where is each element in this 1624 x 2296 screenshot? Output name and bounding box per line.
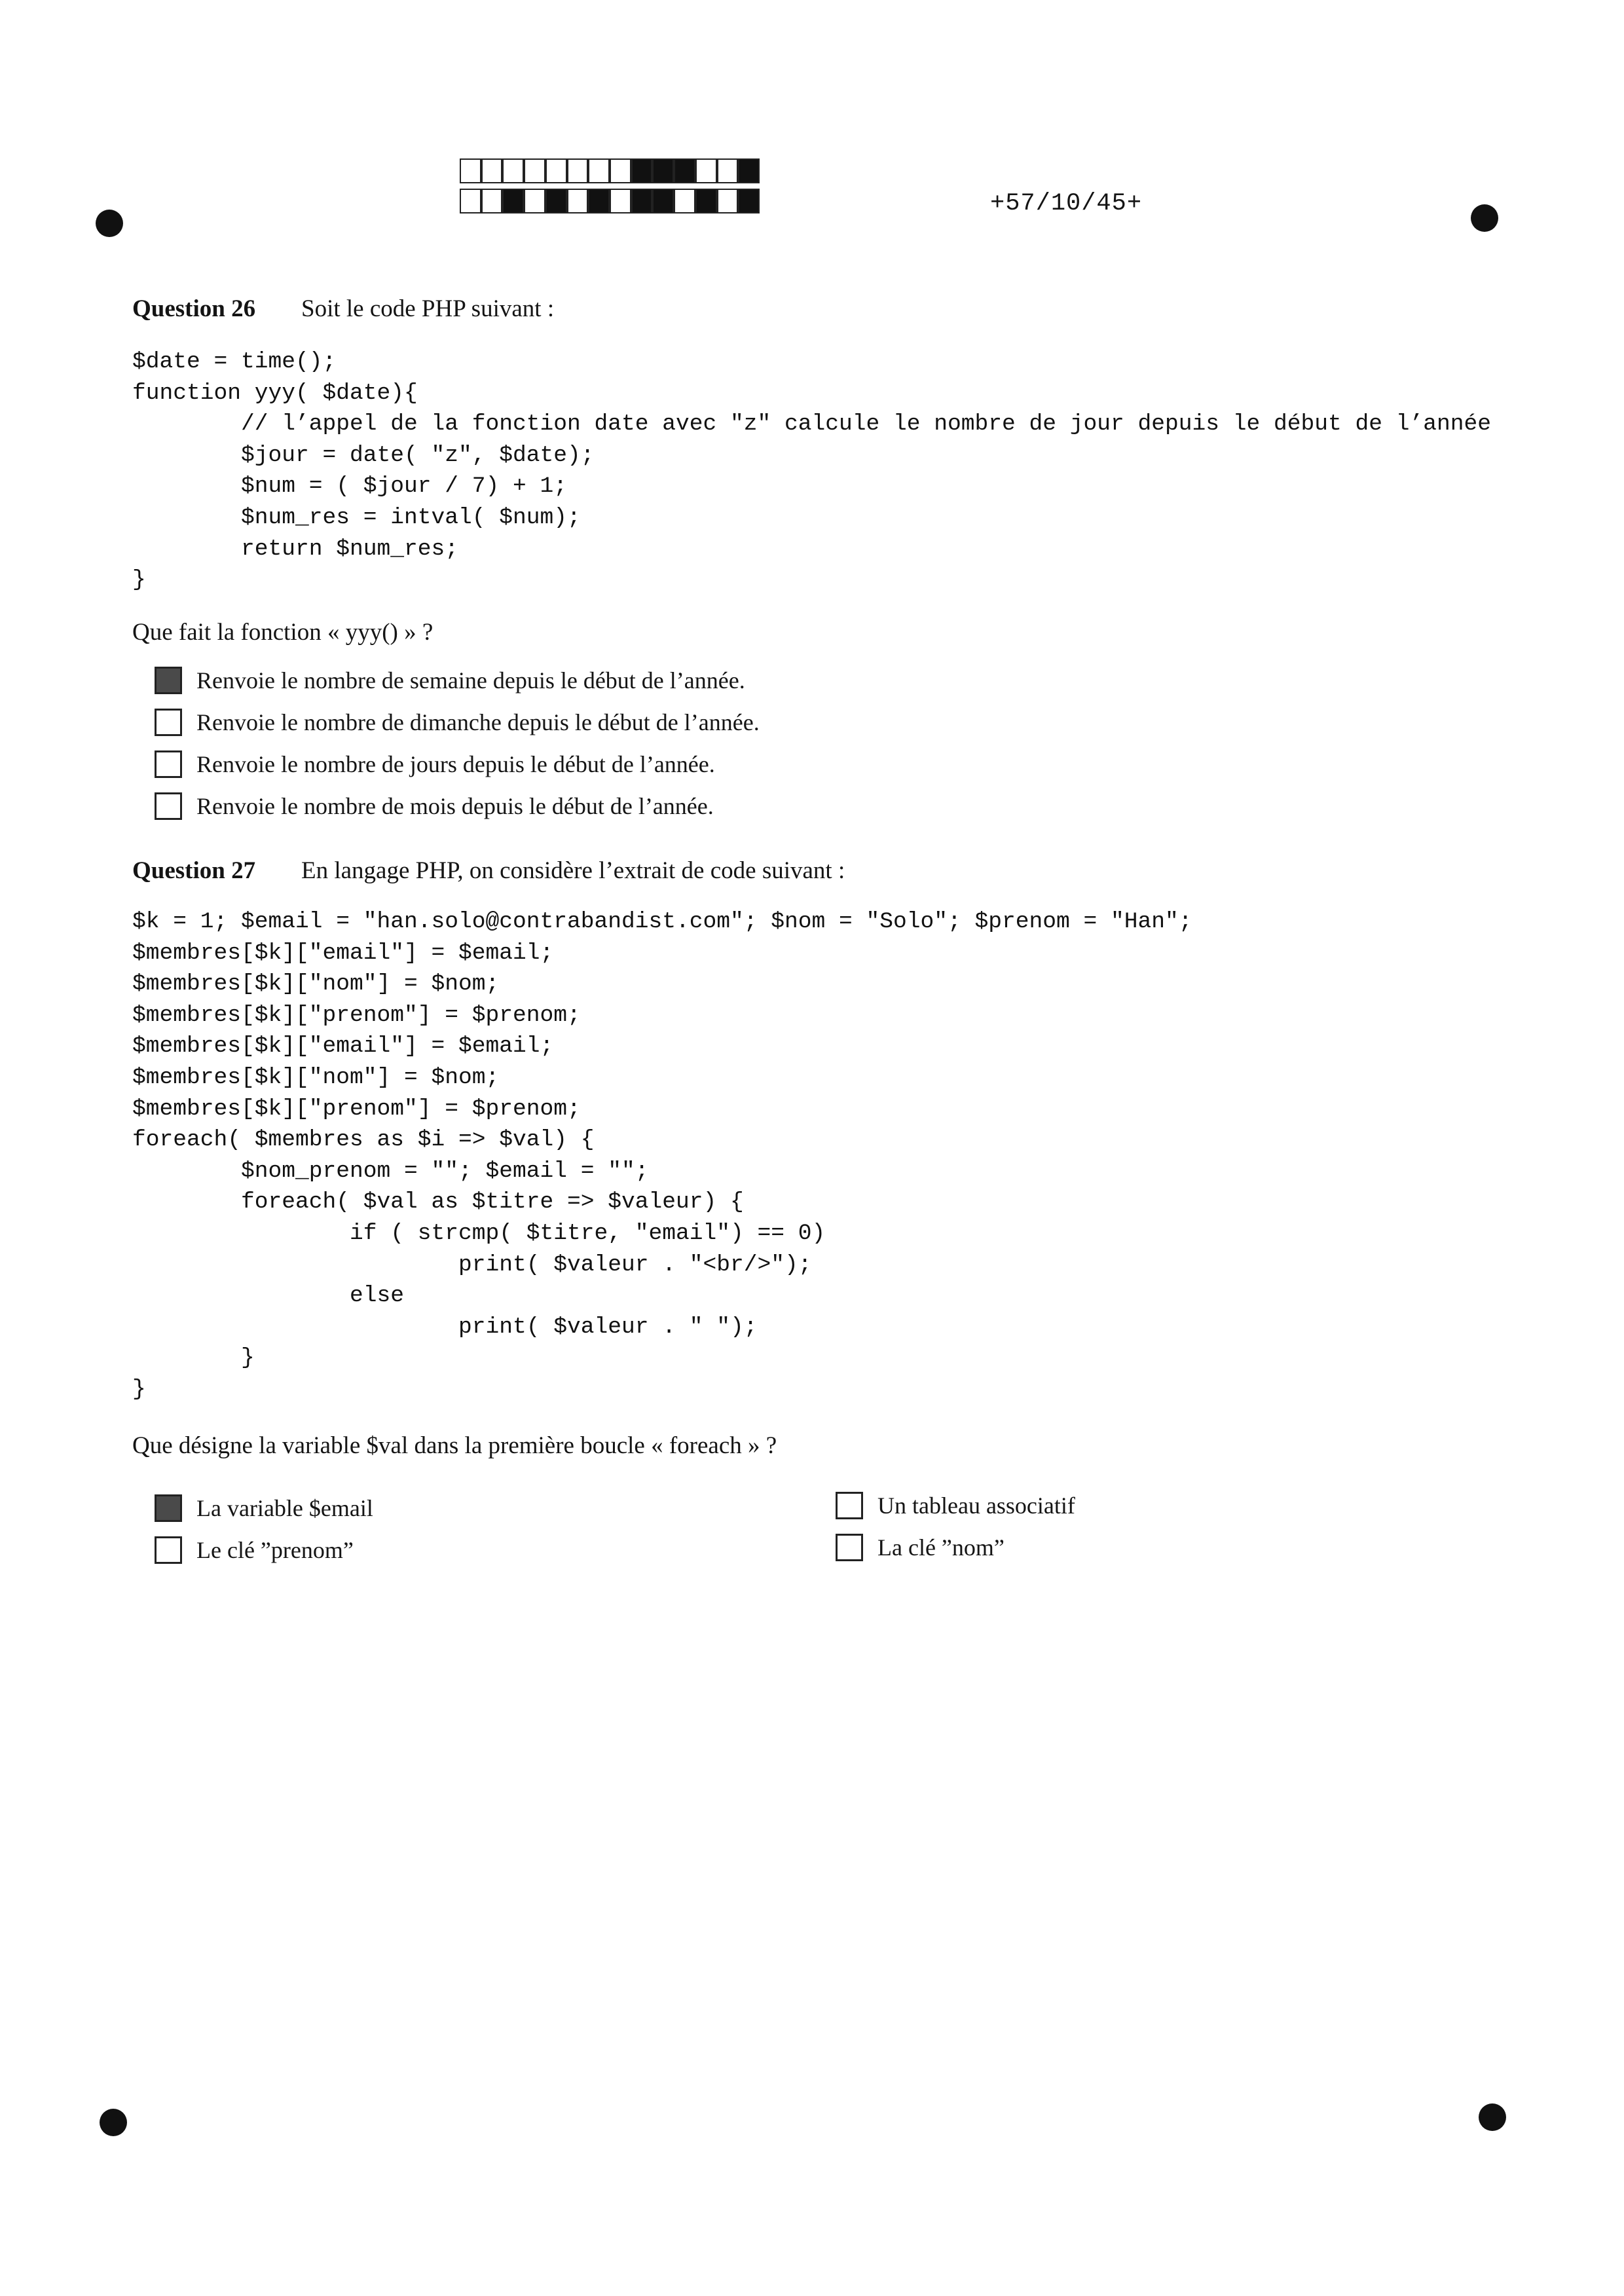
barcode-cell bbox=[674, 158, 695, 183]
choice-label: Renvoie le nombre de semaine depuis le début de l’année. bbox=[196, 667, 745, 694]
choice-label: Un tableau associatif bbox=[877, 1492, 1075, 1519]
checkbox[interactable] bbox=[155, 792, 182, 820]
barcode-cell bbox=[717, 158, 739, 183]
barcode-cell bbox=[460, 189, 481, 213]
question-label: Question 26 bbox=[132, 295, 256, 322]
barcode-row bbox=[460, 189, 760, 213]
barcode-cell bbox=[502, 158, 524, 183]
barcode-cell bbox=[460, 158, 481, 183]
barcode-row bbox=[460, 158, 760, 183]
barcode-cell bbox=[652, 189, 674, 213]
barcode-cell bbox=[674, 189, 695, 213]
q26-choice-3[interactable] bbox=[155, 750, 715, 778]
barcode-cell bbox=[524, 158, 545, 183]
barcode-cell bbox=[717, 189, 739, 213]
q27-choice-2[interactable] bbox=[836, 1492, 1075, 1519]
q27-choice-4[interactable] bbox=[836, 1534, 1005, 1561]
question-26-code: $date = time(); function yyy( $date){ // l’appel de la fonction date avec "z" calcule le nombre de jour depuis le début de l’année $jour = date( "z", $date); $num = ( $jour / 7) + 1; $num_res = intval( $num); return $num_res; } bbox=[132, 349, 1492, 593]
checkbox[interactable] bbox=[155, 709, 182, 736]
choice-label: Renvoie le nombre de jours depuis le début de l’année. bbox=[196, 751, 715, 777]
barcode-cell bbox=[610, 189, 631, 213]
checkbox[interactable] bbox=[836, 1492, 863, 1519]
q27-choice-3[interactable] bbox=[155, 1536, 354, 1564]
choice-label: La variable $email bbox=[196, 1495, 373, 1521]
barcode-cell bbox=[481, 189, 503, 213]
choice-label: Le clé ”prenom” bbox=[196, 1537, 354, 1563]
choice-label: Renvoie le nombre de dimanche depuis le début de l’année. bbox=[196, 709, 760, 735]
checkbox[interactable] bbox=[155, 1536, 182, 1564]
question-26-prompt: Que fait la fonction « yyy() » ? bbox=[132, 619, 434, 646]
barcode-cell bbox=[545, 158, 567, 183]
barcode-cell bbox=[610, 158, 631, 183]
barcode-cell bbox=[652, 158, 674, 183]
question-intro: Soit le code PHP suivant : bbox=[301, 295, 555, 322]
checkbox[interactable] bbox=[155, 750, 182, 778]
question-26-header bbox=[132, 295, 554, 323]
registration-mark-top-right bbox=[1471, 204, 1498, 232]
barcode-cell bbox=[631, 189, 653, 213]
barcode-cell bbox=[545, 189, 567, 213]
barcode-cell bbox=[695, 189, 717, 213]
checkbox[interactable] bbox=[155, 1494, 182, 1522]
barcode-cell bbox=[738, 158, 760, 183]
q27-choice-1[interactable] bbox=[155, 1494, 373, 1522]
sheet-barcode bbox=[460, 158, 760, 219]
checkbox[interactable] bbox=[155, 667, 182, 694]
registration-mark-bottom-right bbox=[1479, 2103, 1506, 2131]
question-27-header bbox=[132, 857, 845, 885]
question-27-code: $k = 1; $email = "han.solo@contrabandist.com"; $nom = "Solo"; $prenom = "Han"; $membres[$k]["email"] = $email; $membres[$k]["nom"] = $nom; $membres[$k]["prenom"] = $prenom; $membres[$k]["email"] = $email; $membres[$k]["nom"] = $nom; $membres[$k]["prenom"] = $prenom; foreach( $membres as $i => $val) { $nom_prenom = ""; $email = ""; foreach( $val as $titre => $valeur) { if ( strcmp( $titre, "email") == 0) print( $valeur . "<br/>"); else print( $valeur . " "); } } bbox=[132, 909, 1192, 1402]
q26-choice-2[interactable] bbox=[155, 709, 760, 736]
barcode-cell bbox=[524, 189, 545, 213]
barcode-cell bbox=[567, 189, 589, 213]
registration-mark-top-left bbox=[96, 210, 123, 237]
barcode-cell bbox=[738, 189, 760, 213]
sheet-id: +57/10/45+ bbox=[990, 190, 1143, 217]
q26-choice-1[interactable] bbox=[155, 667, 745, 694]
barcode-cell bbox=[502, 189, 524, 213]
barcode-cell bbox=[481, 158, 503, 183]
registration-mark-bottom-left bbox=[100, 2109, 127, 2136]
barcode-cell bbox=[567, 158, 589, 183]
question-27-prompt: Que désigne la variable $val dans la première boucle « foreach » ? bbox=[132, 1432, 777, 1459]
choice-label: La clé ”nom” bbox=[877, 1534, 1005, 1561]
q26-choice-4[interactable] bbox=[155, 792, 714, 820]
checkbox[interactable] bbox=[836, 1534, 863, 1561]
question-label: Question 27 bbox=[132, 857, 256, 884]
barcode-cell bbox=[631, 158, 653, 183]
question-intro: En langage PHP, on considère l’extrait de code suivant : bbox=[301, 857, 845, 884]
barcode-cell bbox=[588, 189, 610, 213]
barcode-cell bbox=[588, 158, 610, 183]
barcode-cell bbox=[695, 158, 717, 183]
choice-label: Renvoie le nombre de mois depuis le début de l’année. bbox=[196, 793, 714, 819]
